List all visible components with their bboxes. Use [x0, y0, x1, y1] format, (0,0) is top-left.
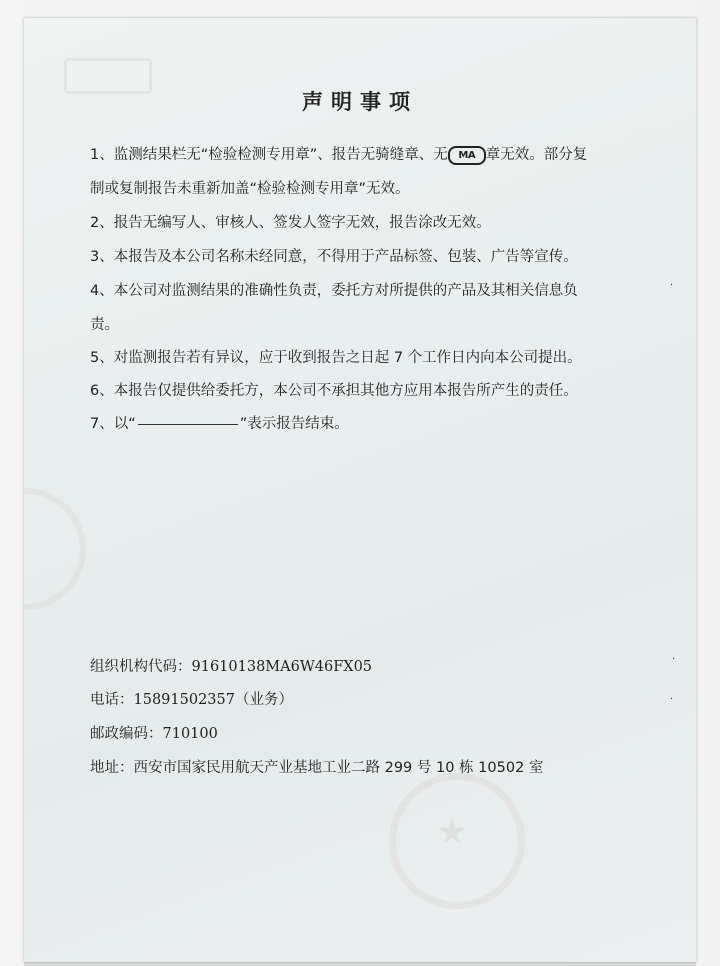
- item-7: [90, 407, 650, 441]
- org-code-value: 91610138MA6W46FX05: [191, 659, 373, 675]
- address-label: 地址：: [90, 760, 134, 776]
- faded-seal-left: [24, 488, 86, 610]
- item-1-line-1: [90, 138, 650, 172]
- ma-certification-logo: MA: [448, 146, 486, 165]
- phone-row: [90, 688, 293, 709]
- postal-code-label: 邮政编码：: [90, 726, 163, 742]
- item-7-prefix: 7、以“: [90, 416, 136, 432]
- org-code-row: [90, 655, 372, 676]
- item-5: 5、对监测报告若有异议，应于收到报告之日起 7 个工作日内向本公司提出。: [90, 350, 582, 366]
- item-1-line-2: 制或复制报告未重新加盖“检验检测专用章”无效。: [90, 181, 410, 197]
- background-right: [696, 0, 720, 966]
- item-1-text-b: 章无效。部分复: [485, 147, 588, 163]
- address-value: 西安市国家民用航天产业基地工业二路 299 号 10 栋 10502 室: [133, 760, 544, 776]
- faded-seal-bottom: [389, 773, 525, 909]
- margin-dot-3: ·: [670, 694, 674, 705]
- background-left: [0, 0, 24, 966]
- margin-dot-1: ·: [670, 280, 674, 291]
- postal-code-row: [90, 722, 218, 743]
- page-title: 声明事项: [302, 90, 418, 114]
- item-3: 3、本报告及本公司名称未经同意，不得用于产品标签、包装、广告等宣传。: [90, 249, 578, 265]
- end-of-report-line: [138, 424, 238, 425]
- margin-dot-2: ·: [672, 654, 676, 665]
- item-6: 6、本报告仅提供给委托方，本公司不承担其他方应用本报告所产生的责任。: [90, 383, 578, 399]
- item-4-line-1: 4、本公司对监测结果的准确性负责，委托方对所提供的产品及其相关信息负: [90, 283, 578, 299]
- item-2: 2、报告无编写人、审核人、签发人签字无效，报告涂改无效。: [90, 215, 491, 231]
- background-top: [0, 0, 720, 18]
- address-row: [90, 756, 543, 777]
- phone-value: 15891502357（业务）: [133, 692, 293, 708]
- org-code-label: 组织机构代码：: [90, 659, 192, 675]
- item-7-suffix: ”表示报告结束。: [239, 416, 349, 432]
- document-page: [24, 18, 696, 962]
- item-1-text-a: 1、监测结果栏无“检验检测专用章”、报告无骑缝章、无: [90, 147, 448, 163]
- phone-label: 电话：: [90, 692, 134, 708]
- item-4-line-2: 责。: [90, 317, 119, 333]
- postal-code-value: 710100: [162, 726, 218, 742]
